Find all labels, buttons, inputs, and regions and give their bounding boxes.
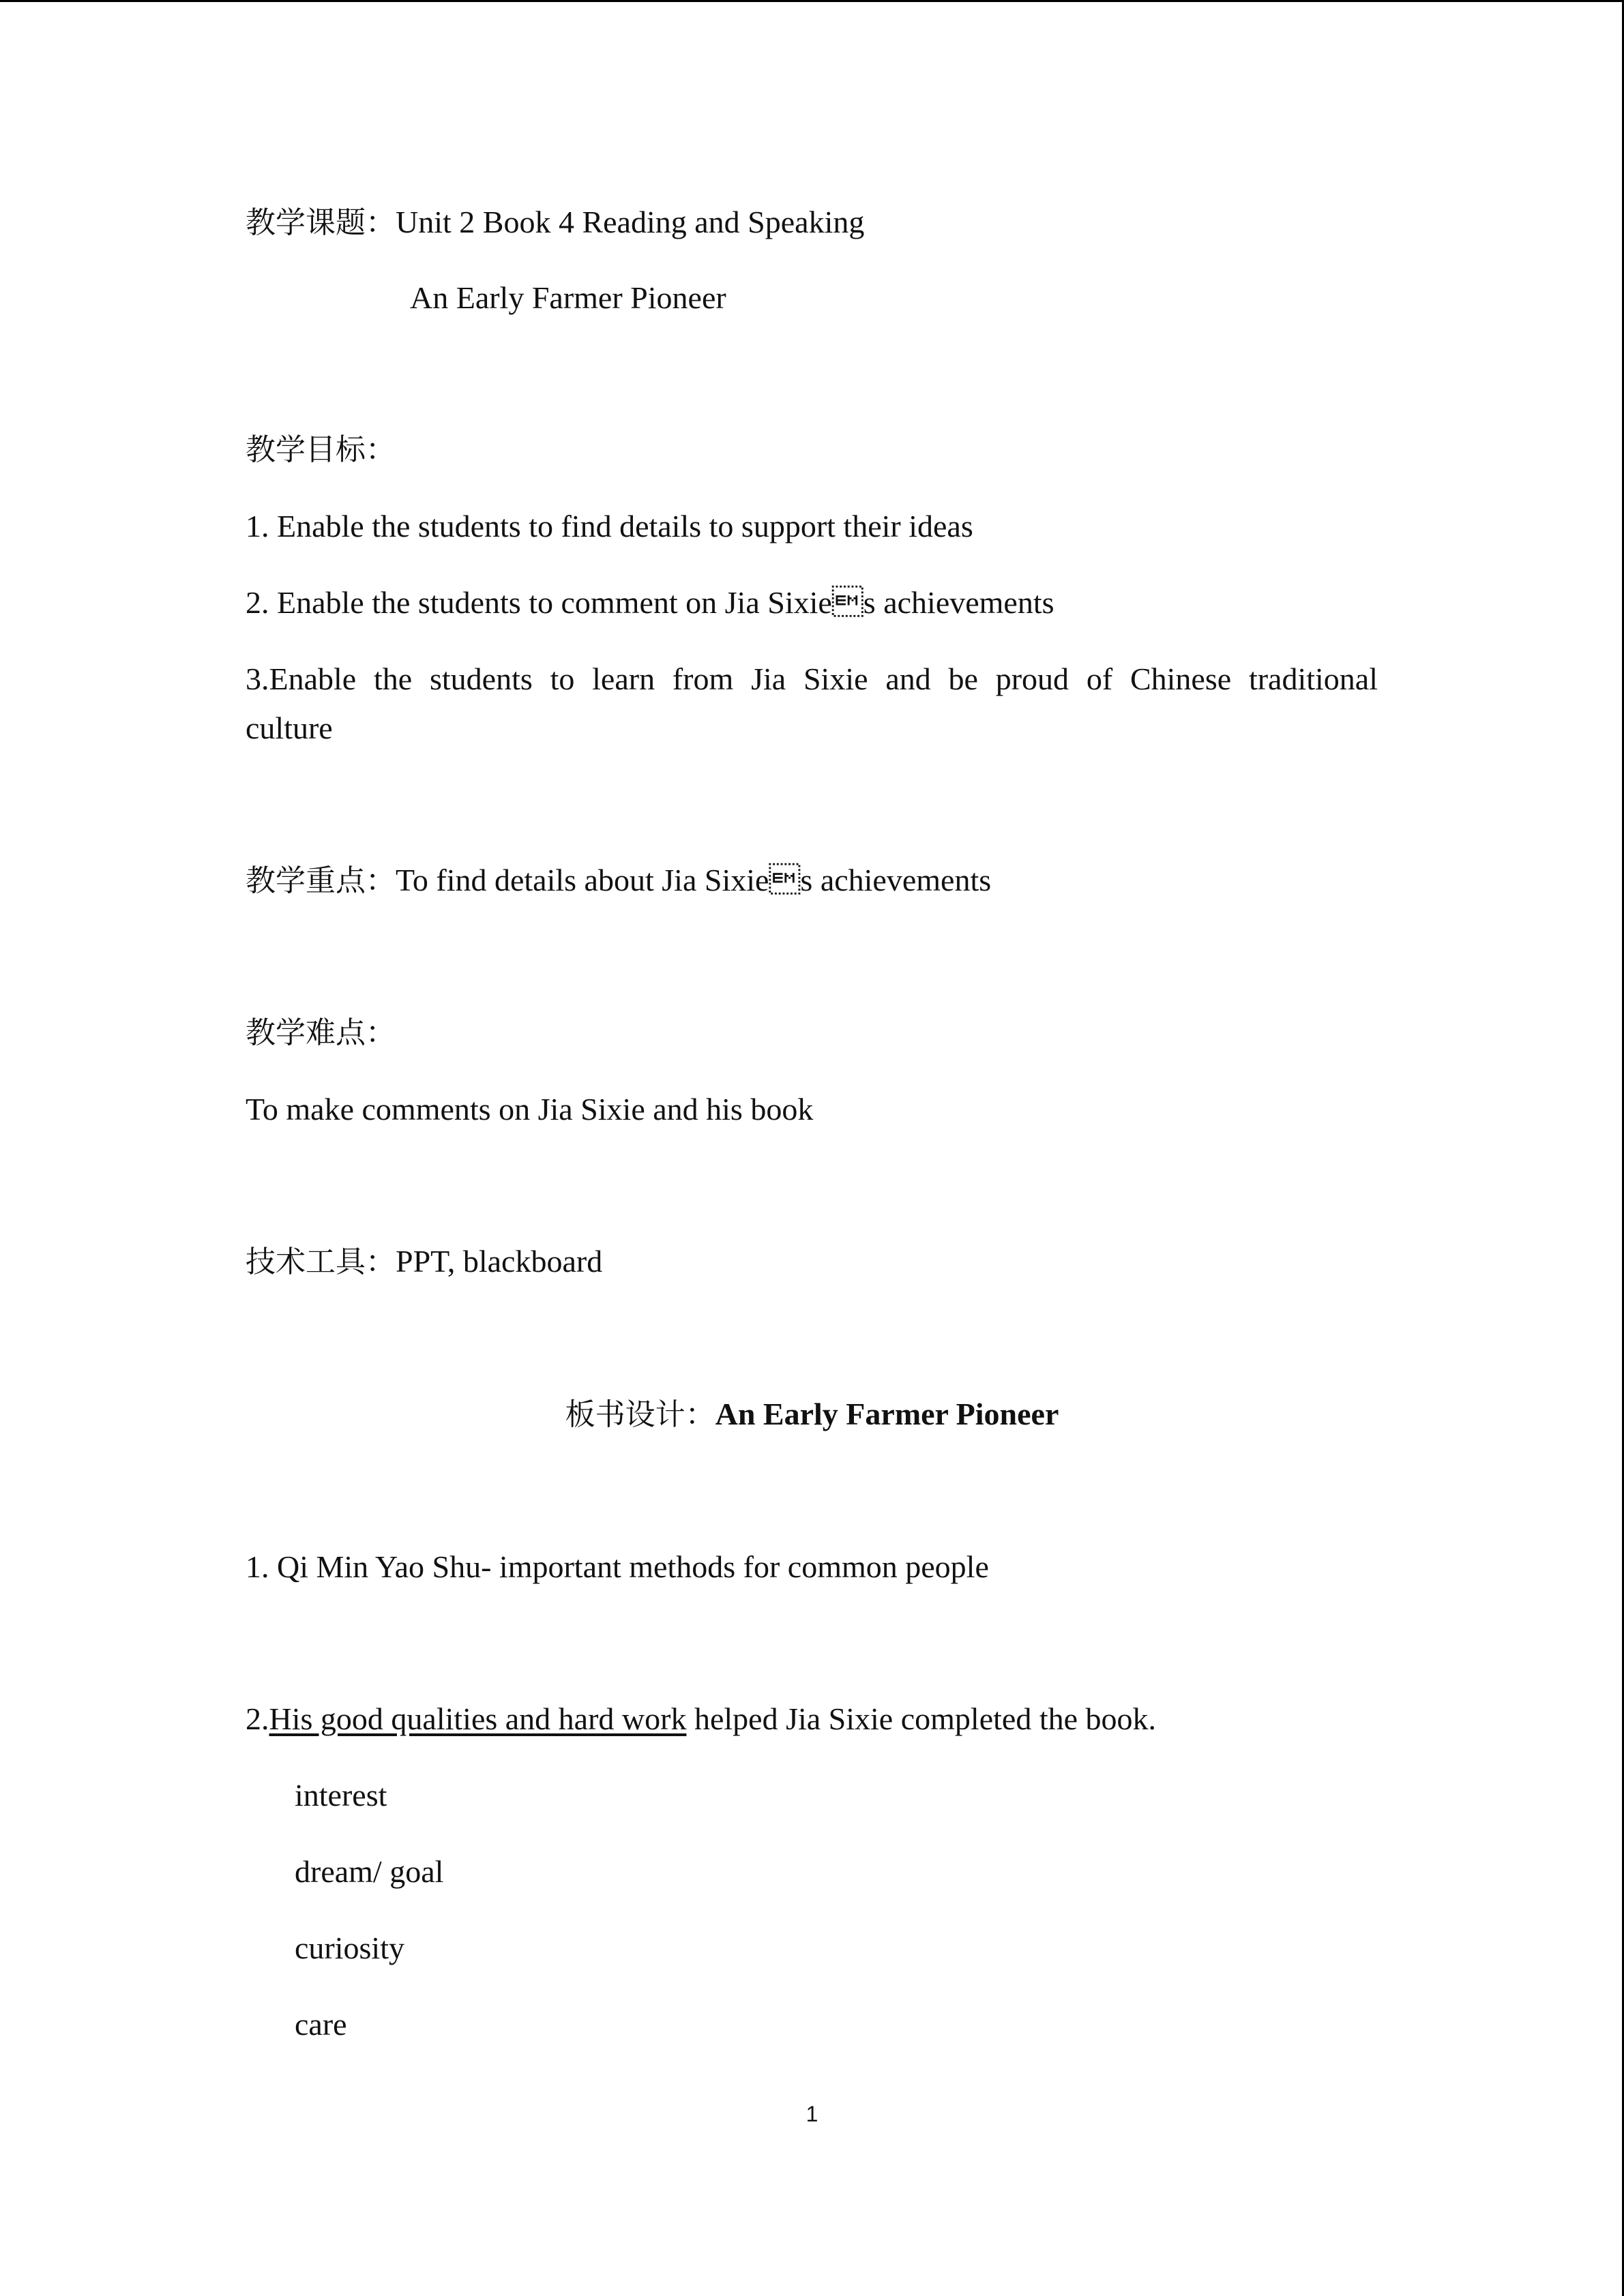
page-border-top [0, 0, 1624, 2]
key-point-line [246, 856, 991, 906]
objective-item-3: 3.Enable the students to learn from Jia Sixie and be proud of Chinese traditional [246, 661, 1378, 696]
objective-item-2: 2. Enable the students to comment on Jia Sixies achievements [246, 585, 1054, 620]
board-point-1: 1. Qi Min Yao Shu- important methods for common people [246, 1549, 989, 1584]
tools-value: PPT, blackboard [396, 1244, 603, 1279]
topic-line [246, 198, 864, 248]
board-point-2 [246, 1695, 1156, 1744]
topic-value: Unit 2 Book 4 Reading and Speaking [396, 205, 865, 239]
board-point-2-prefix: 2. [246, 1701, 269, 1736]
quality-item-dream: dream/ goal [295, 1854, 444, 1889]
board-heading [0, 1390, 1624, 1440]
board-title: An Early Farmer Pioneer [715, 1397, 1059, 1431]
tools-line [246, 1237, 602, 1287]
topic-label: 教学课题： [246, 205, 396, 240]
key-point-label: 教学重点： [246, 863, 396, 898]
difficulty-label: 教学难点： [246, 1015, 396, 1050]
board-label: 板书设计： [565, 1397, 715, 1432]
quality-item-interest: interest [295, 1778, 387, 1813]
board-point-2-rest: helped Jia Sixie completed the book. [686, 1701, 1157, 1736]
objective-item-1: 1. Enable the students to find details to support their ideas [246, 509, 973, 543]
tools-label: 技术工具： [246, 1244, 396, 1279]
quality-item-care: care [295, 2007, 347, 2042]
key-point-value: To find details about Jia Sixies achievements [396, 863, 992, 897]
objectives-label: 教学目标： [246, 432, 396, 467]
page-number: 1 [806, 2102, 818, 2126]
objective-item-3-continued: culture [246, 711, 333, 745]
topic-subtitle: An Early Farmer Pioneer [410, 280, 726, 315]
difficulty-value: To make comments on Jia Sixie and his book [246, 1092, 814, 1127]
board-point-2-underlined: His good qualities and hard work [269, 1701, 687, 1736]
quality-item-curiosity: curiosity [295, 1930, 404, 1965]
